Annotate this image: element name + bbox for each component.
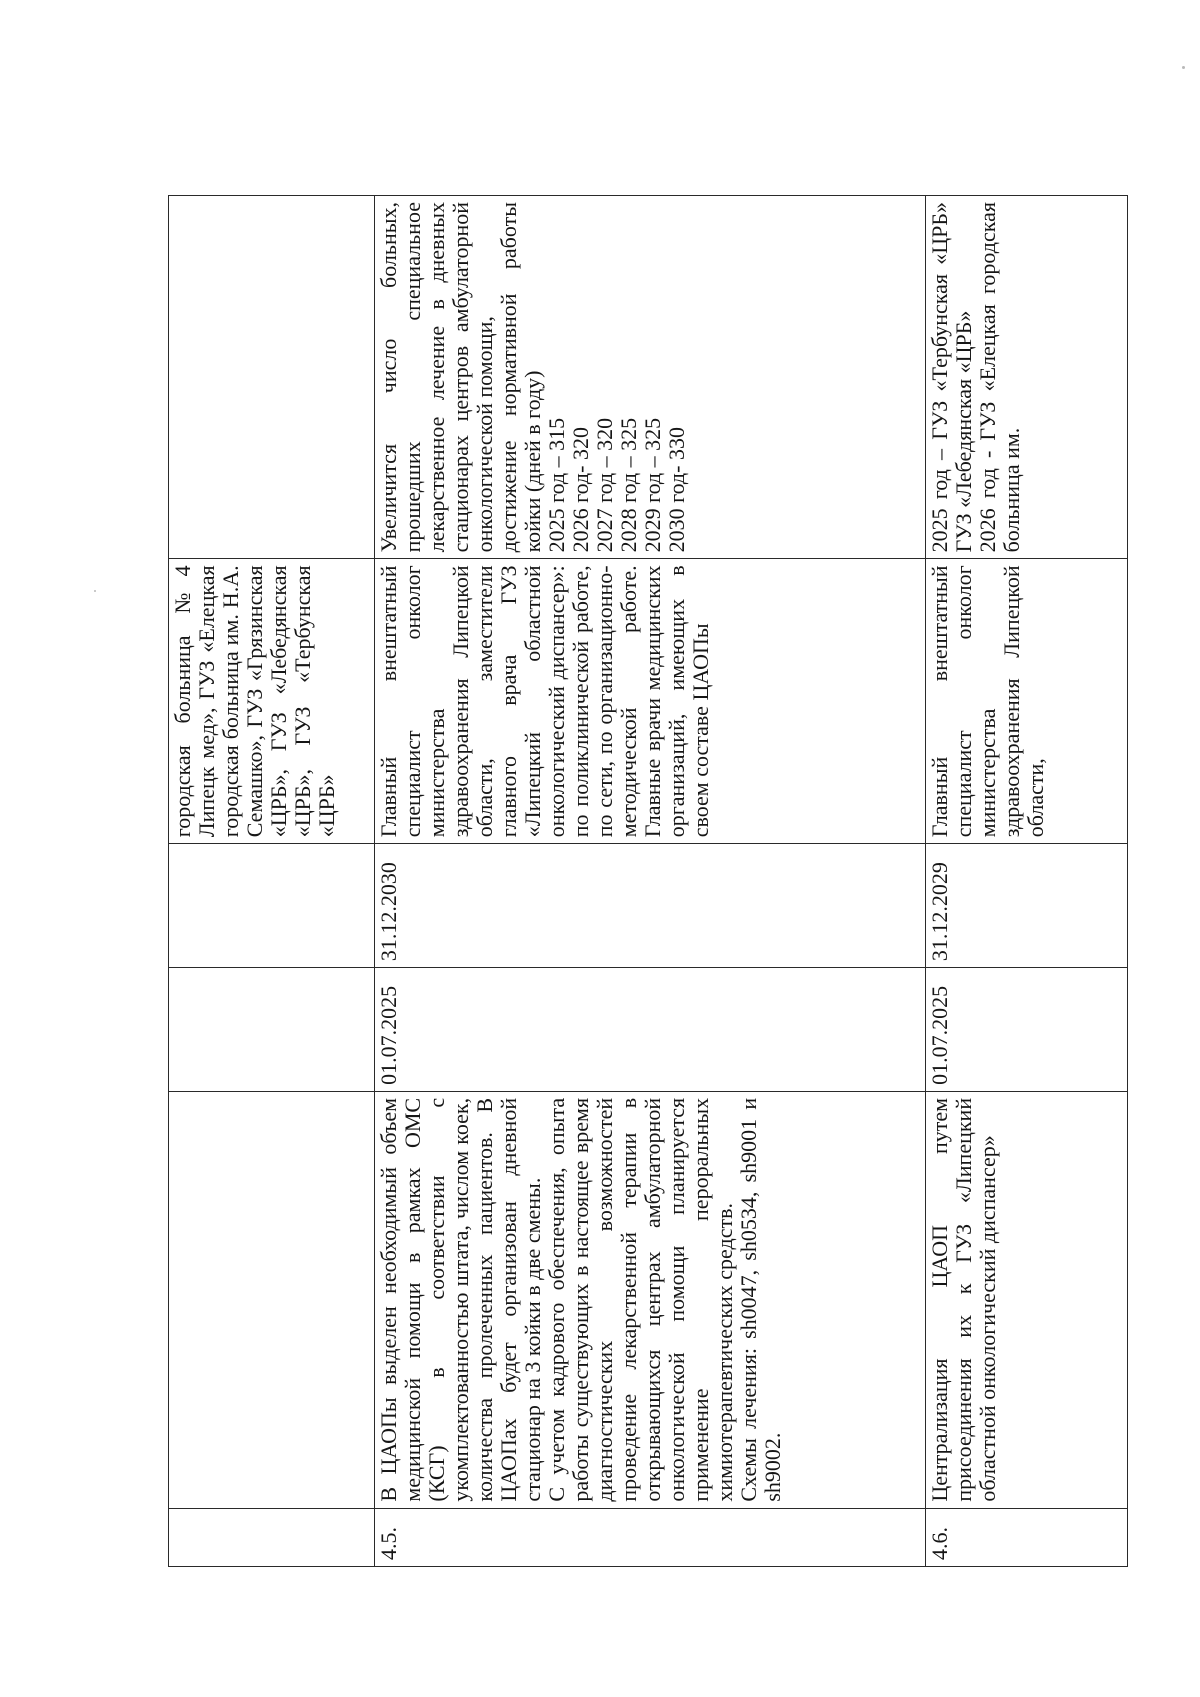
description-cell [375, 1091, 926, 1508]
table-row-4-6 [926, 196, 1128, 1567]
table-row-4-5 [375, 196, 926, 1567]
end-date: 31.12.2029 [926, 844, 1128, 968]
result-line: 2027 год – 320 [592, 417, 617, 553]
result-cell [169, 196, 375, 559]
result-line: Увеличится число больных, прошедших специальное лекарственное лечение в дневных стационарах центров амбулаторной онкологической помощи, [376, 202, 497, 553]
result-cell [375, 196, 926, 559]
result-line: достижение нормативной работы койки (дней в году) [496, 202, 545, 553]
result-line: 2026 год - ГУЗ «Елецкая городская больница им. [975, 202, 1024, 553]
responsible-cell: городская больница №4 Липецк мед», ГУЗ «Елецкая городская больница им. Н.А. Семашко», ГУЗ «Грязинская «ЦРБ», ГУЗ «Лебедянская «ЦРБ», ГУЗ «Тербунская «ЦРБ» [169, 559, 375, 844]
start-date: 01.07.2025 [926, 968, 1128, 1092]
result-cell [926, 196, 1128, 559]
rotated-landscape-content [168, 195, 1113, 1567]
description-paragraph: С учетом кадрового обеспечения, опыта работы существующих в настоящее время диагностических возможностей проведение лекарственной терапии в открывающихся центрах амбулаторной онкологической помощи планируется применение пероральных химиотерапевтических средств. [544, 1097, 737, 1502]
table-row-continuation [169, 196, 375, 1567]
result-line: 2028 год – 325 [616, 417, 641, 553]
description-cell [169, 1091, 375, 1508]
responsible-cell: Главный внештатный специалист онколог министерства здравоохранения Липецкой области, [926, 559, 1128, 844]
row-number: 4.6. [926, 1508, 1128, 1566]
result-line: 2029 год – 325 [640, 417, 665, 553]
scan-speck [94, 590, 96, 592]
start-date-cell [169, 968, 375, 1092]
start-date: 01.07.2025 [375, 968, 926, 1092]
description-cell: Централизация ЦАОП путем присоединения их к ГУЗ «Липецкий областной онкологический диспансер» [926, 1091, 1128, 1508]
description-paragraph: В ЦАОПы выделен необходимый объем медицинской помощи в рамках ОМС (КСГ) в соответствии с укомплектованностью штата, числом коек, количества пролеченных пациентов. В ЦАОПах будет организован дневной стационар на 3 койки в две смены. [376, 1097, 545, 1502]
scan-speck [1182, 66, 1185, 69]
result-line: 2030 год- 330 [664, 427, 689, 553]
responsible-cell: Главный внештатный специалист онколог министерства здравоохранения Липецкой области, заместители главного врача ГУЗ «Липецкий областной онкологический диспансер»: по поликлинической работе, по сети, по организационно-методической работе. Главные врачи медицинских организаций, имеющих в своем составе ЦАОПы [375, 559, 926, 844]
end-date-cell [169, 844, 375, 968]
result-line: 2025 год – 315 [544, 417, 569, 553]
result-line: 2025 год – ГУЗ «Тербунская «ЦРБ» ГУЗ «Лебедянская «ЦРБ» [927, 202, 976, 553]
end-date: 31.12.2030 [375, 844, 926, 968]
result-line: 2026 год- 320 [568, 427, 593, 553]
row-number: 4.5. [375, 1508, 926, 1566]
description-paragraph: Схемы лечения: sh0047, sh0534, sh9001 и sh9002. [736, 1097, 785, 1502]
number-cell [169, 1508, 375, 1566]
action-plan-table [168, 195, 1128, 1567]
